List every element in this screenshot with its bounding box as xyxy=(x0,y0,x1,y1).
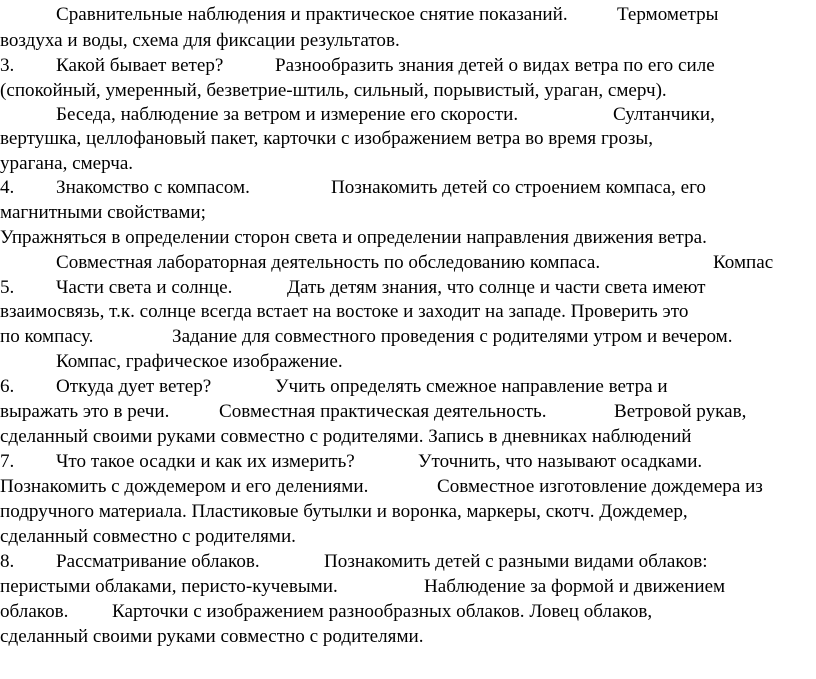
list-item xyxy=(0,176,706,200)
text-segment: воздуха и воды, схема для фиксации результатов. xyxy=(0,30,400,51)
text-segment: сделанный своими руками совместно с родителями. xyxy=(0,626,424,647)
text-line xyxy=(0,127,653,151)
list-item xyxy=(0,550,708,574)
text-line xyxy=(0,525,296,549)
text-segment: сделанный совместно с родителями. xyxy=(0,526,296,547)
text-segment: взаимосвязь, т.к. солнце всегда встает на востоке и заходит на западе. Проверить это xyxy=(0,301,689,322)
text-line xyxy=(0,625,424,649)
text-line xyxy=(0,500,688,524)
text-line xyxy=(0,201,206,225)
text-line xyxy=(0,3,718,27)
text-segment: подручного материала. Пластиковые бутылки и воронка, маркеры, скотч. Дождемер, xyxy=(0,501,688,522)
item-number: 7. xyxy=(0,451,15,472)
text-line xyxy=(0,79,667,103)
text-line xyxy=(0,600,652,624)
text-line xyxy=(0,575,725,599)
list-item xyxy=(0,375,668,399)
text-segment: урагана, смерча. xyxy=(0,153,134,174)
text-segment: Познакомить с дождемером и его делениями. xyxy=(0,476,369,497)
item-title: Откуда дует ветер? xyxy=(56,376,212,397)
item-number: 5. xyxy=(0,277,15,298)
text-segment: Карточки с изображением разнообразных облаков. Ловец облаков, xyxy=(112,601,653,622)
list-item xyxy=(0,450,702,474)
text-line xyxy=(0,400,746,424)
text-line xyxy=(0,300,688,324)
text-segment: перистыми облаками, перисто-кучевыми. xyxy=(0,576,338,597)
text-segment: Беседа, наблюдение за ветром и измерение его скорости. xyxy=(56,104,519,125)
item-number: 3. xyxy=(0,55,15,76)
text-segment: Сравнительные наблюдения и практическое снятие показаний. xyxy=(56,4,568,25)
text-segment: Уточнить, что называют осадками. xyxy=(418,451,703,472)
text-line xyxy=(0,152,133,176)
text-segment: Султанчики, xyxy=(613,104,715,125)
text-segment: выражать это в речи. xyxy=(0,401,170,422)
list-item xyxy=(0,276,705,300)
text-segment: Наблюдение за формой и движением xyxy=(424,576,726,597)
text-segment: Задание для совместного проведения с родителями утром и вечером. xyxy=(172,326,733,347)
text-segment: Познакомить детей со строением компаса, его xyxy=(331,177,706,198)
text-segment: магнитными свойствами; xyxy=(0,202,206,223)
text-segment: облаков. xyxy=(0,601,69,622)
text-segment: (спокойный, умеренный, безветрие-штиль, сильный, порывистый, ураган, смерч). xyxy=(0,80,667,101)
text-line xyxy=(0,350,343,374)
text-line xyxy=(0,226,707,250)
text-line xyxy=(0,425,692,449)
item-title: Знакомство с компасом. xyxy=(56,177,250,198)
text-segment: по компасу. xyxy=(0,326,94,347)
item-title: Что такое осадки и как их измерить? xyxy=(56,451,355,472)
text-segment: Познакомить детей с разными видами облаков: xyxy=(324,551,708,572)
text-segment: Разнообразить знания детей о видах ветра по его силе xyxy=(275,55,715,76)
text-line xyxy=(0,251,773,275)
text-line xyxy=(0,29,400,53)
text-segment: сделанный своими руками совместно с родителями. Запись в дневниках наблюдений xyxy=(0,426,692,447)
item-number: 8. xyxy=(0,551,15,572)
item-title: Части света и солнце. xyxy=(56,277,233,298)
list-item xyxy=(0,54,715,78)
text-line xyxy=(0,103,715,127)
text-segment: Ветровой рукав, xyxy=(614,401,747,422)
item-number: 6. xyxy=(0,376,15,397)
text-segment: Совместное изготовление дождемера из xyxy=(437,476,763,497)
item-title: Рассматривание облаков. xyxy=(56,551,260,572)
text-segment: Совместная лабораторная деятельность по обследованию компаса. xyxy=(56,252,601,273)
text-segment: Учить определять смежное направление ветра и xyxy=(275,376,668,397)
text-segment: Упражняться в определении сторон света и определении направления движения ветра. xyxy=(0,227,707,248)
text-line xyxy=(0,475,763,499)
text-segment: Совместная практическая деятельность. xyxy=(219,401,547,422)
text-line xyxy=(0,325,733,349)
text-segment: Термометры xyxy=(617,4,719,25)
text-segment: Дать детям знания, что солнце и части света имеют xyxy=(287,277,706,298)
text-segment: вертушка, целлофановый пакет, карточки с изображением ветра во время грозы, xyxy=(0,128,654,149)
text-segment: Компас, графическое изображение. xyxy=(56,351,343,372)
item-title: Какой бывает ветер? xyxy=(56,55,224,76)
item-number: 4. xyxy=(0,177,15,198)
text-segment: Компас xyxy=(713,252,774,273)
